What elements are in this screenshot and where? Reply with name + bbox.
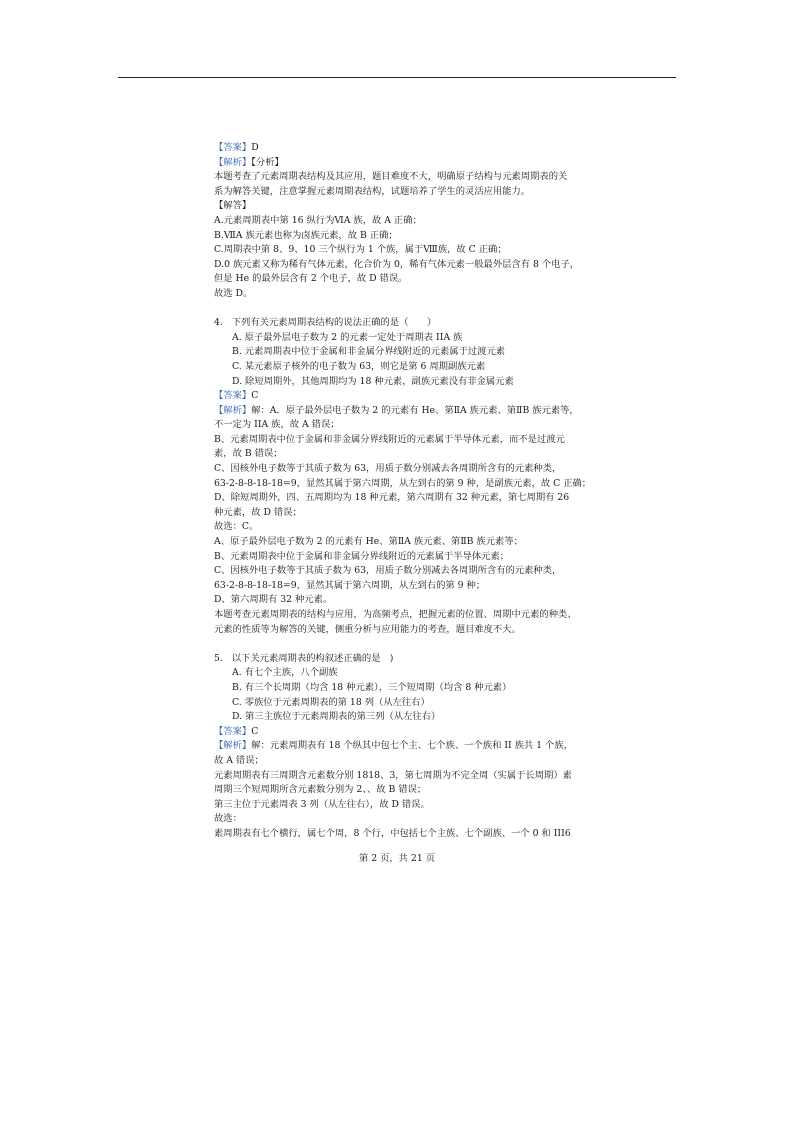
q4-answer-line	[214, 389, 594, 404]
q4-analysis-first: 解：A．原子最外层电子数为 2 的元素有 He、第ⅡA 族元素、第ⅡB 族元素等，	[251, 404, 579, 416]
answer-tag: 【答案】	[214, 142, 252, 153]
q4-analysis-text: 元素的性质等为解答的关键，侧重分析与应用能力的考查，题目难度不大。	[214, 623, 521, 635]
answer-tag: 【答案】	[214, 390, 252, 402]
q3-analysis-text: 系为解答关键，注意掌握元素周期表结构，试题培养了学生的灵活应用能力。	[214, 185, 531, 197]
header-rule	[118, 77, 676, 78]
spacer	[214, 302, 594, 317]
page-footer: 第 2 页，共 21 页	[358, 853, 436, 864]
q3-answer: D	[251, 142, 259, 153]
q3-solution-text: D.0 族元素又称为稀有气体元素，化合价为 0，稀有气体元素一般最外层含有 8 个电子，	[214, 258, 580, 270]
answer-tag: 【答案】	[214, 725, 252, 737]
analysis-tag: 【解析】	[214, 404, 252, 416]
q5-option-c: C. 零族位于元素周期表的第 18 列（从左往右）	[232, 696, 430, 708]
q4-analysis-text: C、因核外电子数等于其质子数为 63，用质子数分别减去各周期所含有的元素种类，	[214, 463, 562, 475]
q3-solution-text: B.ⅦA 族元素也称为卤族元素，故 B 正确；	[214, 229, 398, 241]
q5-option-a: A. 有七个主族，八个副族	[232, 667, 338, 679]
q5-answer-line	[214, 725, 594, 740]
analysis-tag: 【解析】	[214, 156, 252, 168]
q4-number: 4.	[214, 317, 223, 329]
q4-answer: C	[251, 390, 259, 402]
q4-analysis-text: 故选：C。	[214, 521, 259, 533]
q3-solution-text: 故选 D。	[214, 287, 253, 299]
q5-analysis-first: 解：元素周期表有 18 个纵其中包七个主、七个族、一个族和 II 族共 1 个族，	[251, 740, 573, 752]
q4-analysis-text: 63-2-8-8-18-18=9，显然其属于第六周期，从左到右的第 9 种；	[214, 579, 486, 591]
q5-analysis-text: 故 A 错误；	[214, 754, 264, 766]
q4-stem: 下列有关元素周期表结构的说法正确的是（ ）	[231, 317, 437, 329]
q4-option-a: A. 原子最外层电子数为 2 的元素一定处于周期表 IIA 族	[232, 331, 463, 343]
q5-analysis-text: 周期三个短周期所含元素数分别为 2、、故 B 错误；	[214, 784, 427, 796]
analysis-tag: 【解析】	[214, 740, 252, 752]
spacer	[214, 637, 594, 652]
q5-number: 5.	[214, 652, 223, 664]
q5-stem-line	[214, 652, 594, 667]
q3-solution-tag: 【解答】	[214, 200, 252, 212]
q4-analysis-line	[214, 404, 594, 419]
q5-option-b: B. 有三个长周期（均含 18 种元素），三个短周期（均含 8 种元素）	[232, 681, 512, 693]
q3-solution-text: A.元素周期表中第 16 纵行为ⅥA 族，故 A 正确；	[214, 214, 422, 226]
q4-stem-line	[214, 316, 594, 331]
q5-analysis-text: 元素周期表有三周期含元素数分别 1818、3，第七周期为不完全周（实属于长周期）素	[214, 769, 572, 781]
q4-analysis-text: 本题考查元素周期表的结构与应用，为高频考点，把握元素的位置、周期中元素的种类、	[214, 609, 577, 620]
q5-answer: C	[251, 725, 259, 737]
q4-analysis-text: D、第六周期有 32 种元素。	[214, 594, 333, 606]
q5-option-d: D. 第三主族位于元素周期表的第三列（从左往右）	[232, 711, 441, 723]
q4-analysis-text: 不一定为 IIA 族，故 A 错误；	[214, 419, 340, 431]
q5-analysis-text: 第三主位于元素周表 3 列（从左往右），故 D 错误。	[214, 798, 430, 810]
q3-solution-text: C.周期表中第 8、9、10 三个纵行为 1 个族，属于Ⅷ族，故 C 正确；	[214, 244, 507, 256]
q4-analysis-text: 63-2-8-8-18-18=9，显然其属于第六周期，从左到右的第 9 种，是副族元素，故 C 正确；	[214, 477, 592, 489]
q4-analysis-text: B、元素周期表中位于金属和非金属分界线附近的元素属于半导体元素；	[214, 550, 510, 562]
q5-analysis-text: 素周期表有七个横行，属七个周，8 个行，中包括七个主族、七个副族、一个 0 和 III6	[214, 827, 571, 839]
q4-option-c: C. 某元素原子核外的电子数为 63，则它是第 6 周期副族元素	[232, 360, 486, 372]
q4-analysis-text: 素，故 B 错误；	[214, 448, 283, 460]
q3-answer-line	[214, 141, 594, 156]
q5-stem: 以下关元素周期表的构叙述正确的是 )	[231, 652, 394, 664]
q4-analysis-text: B、元素周期表中位于金属和非金属分界线附近的元素属于半导体元素，而不是过渡元	[214, 433, 565, 445]
page-content	[214, 141, 594, 842]
q4-analysis-text: 种元素，故 D 错误；	[214, 506, 302, 518]
analysis-sub-tag: 【分析】	[251, 156, 284, 168]
q4-analysis-text: C、因核外电子数等于其质子数为 63，用质子数分别减去各周期所含有的元素种类，	[214, 565, 562, 577]
q4-analysis-text: A、原子最外层电子数为 2 的元素有 He、第ⅡA 族元素、第ⅡB 族元素等；	[214, 536, 523, 548]
q4-analysis-text: D、除短周期外，四、五周期均为 18 种元素，第六周期有 32 种元素，第七周期有 26	[214, 492, 570, 504]
q3-analysis-line	[214, 156, 594, 171]
q5-analysis-line	[214, 739, 594, 754]
q3-analysis-text: 本题考查了元素周期表结构及其应用，题目难度不大，明确原子结构与元素周期表的关	[214, 171, 568, 183]
q4-option-d: D. 除短周期外，其他周期均为 18 种元素，副族元素没有非金属元素	[232, 375, 514, 387]
q3-solution-text: 但是 He 的最外层含有 2 个电子，故 D 错误。	[214, 273, 408, 285]
q4-option-b: B. 元素周期表中位于金属和非金属分界线附近的元素属于过渡元素	[232, 346, 506, 358]
q5-analysis-text: 故选：	[214, 813, 242, 825]
